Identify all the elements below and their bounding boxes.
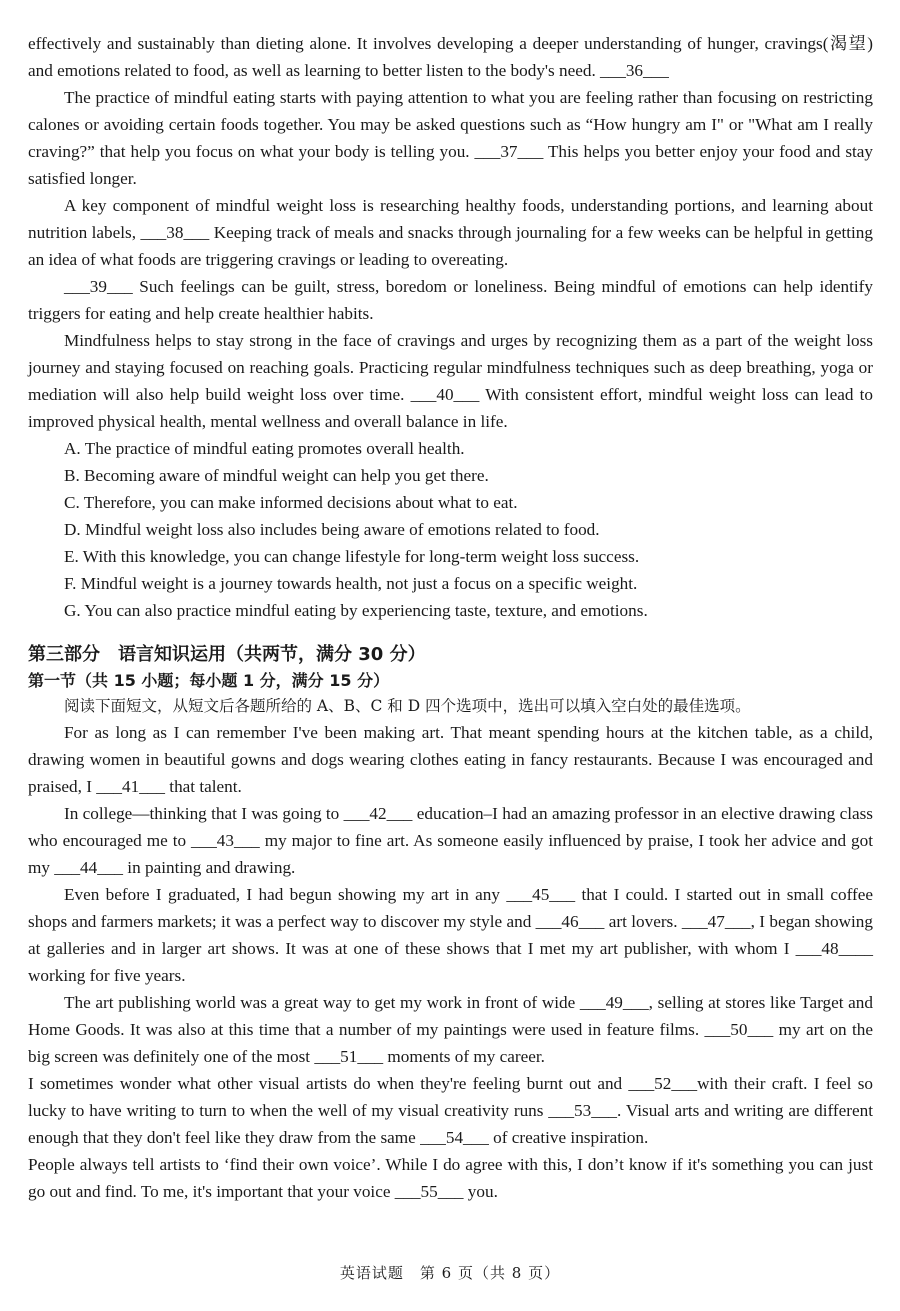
passage2-paragraph-6: People always tell artists to ‘find their own voice’. While I do agree with this, I don’t know if it's something you can just go out and find. To me, it's important that your voice ___55___ you.: [28, 1155, 873, 1201]
option-e: E. With this knowledge, you can change lifestyle for long-term weight loss success.: [64, 547, 640, 566]
passage2-paragraph-4: The art publishing world was a great way to get my work in front of wide ___49___, selling at stores like Target and Home Goods. It was also at this time that a number of my paintings were used in feature films. ___50___ my art on the big screen was definitely one of the most ___51___ moments of my career.: [28, 993, 873, 1066]
passage1-paragraph-4: Mindfulness helps to stay strong in the face of cravings and urges by recognizing them as a part of the weight loss journey and staying focused on reaching goals. Practicing regular mindfulness techniques such as deep breathing, yoga or mediation will also help build weight loss over time. ___40___ With consistent effort, mindful weight loss can lead to improved physical health, mental wellness and overall balance in life.: [28, 331, 873, 431]
passage1-paragraph-2: A key component of mindful weight loss is researching healthy foods, understanding portions, and learning about nutrition labels, ___38___ Keeping track of meals and snacks through journaling for a few weeks can be helpful in getting an idea of what foods are triggering cravings or leading to overeating.: [28, 196, 873, 269]
passage1-paragraph-3: ___39___ Such feelings can be guilt, stress, boredom or loneliness. Being mindful of emotions can help identify triggers for eating and help create healthier habits.: [28, 277, 873, 323]
passage2-paragraph-2: In college—thinking that I was going to ___42___ education–I had an amazing professor in an elective drawing class who encouraged me to ___43___ my major to fine art. As someone easily influenced by praise, I took her advice and got my ___44___ in painting and drawing.: [28, 804, 873, 877]
part3-title: 第三部分 语言知识运用（共两节，满分 30 分）: [28, 644, 426, 665]
option-list: [28, 435, 873, 624]
option-c: C. Therefore, you can make informed decisions about what to eat.: [64, 493, 518, 512]
section1-title: 第一节（共 15 小题；每小题 1 分，满分 15 分）: [28, 671, 390, 690]
option-f: F. Mindful weight is a journey towards health, not just a focus on a specific weight.: [64, 574, 638, 593]
option-a: A. The practice of mindful eating promotes overall health.: [64, 439, 465, 458]
passage1-paragraph-0: effectively and sustainably than dieting alone. It involves developing a deeper understanding of hunger, cravings(渴望) and emotions related to food, as well as learning to better listen to the body's need. ___36___: [28, 34, 873, 80]
exam-page: [28, 30, 873, 1205]
option-b: B. Becoming aware of mindful weight can help you get there.: [64, 466, 489, 485]
page-footer: 英语试题 第 6 页（共 8 页）: [339, 1264, 561, 1282]
passage2-paragraph-5: I sometimes wonder what other visual artists do when they're feeling burnt out and ___52___with their craft. I feel so lucky to have writing to turn to when the well of my visual creativity runs ___53___. Visual arts and writing are different enough that they don't feel like they draw from the same ___54___ of creative inspiration.: [28, 1074, 873, 1147]
option-d: D. Mindful weight loss also includes being aware of emotions related to food.: [64, 520, 600, 539]
passage2-paragraph-1: For as long as I can remember I've been making art. That meant spending hours at the kitchen table, as a child, drawing women in beautiful gowns and dogs wearing clothes eating in fancy restaurants. Because I was encouraged and praised, I ___41___ that talent.: [28, 723, 873, 796]
option-g: G. You can also practice mindful eating by experiencing taste, texture, and emotions.: [64, 601, 648, 620]
passage2-paragraph-3: Even before I graduated, I had begun showing my art in any ___45___ that I could. I started out in small coffee shops and farmers markets; it was a perfect way to discover my style and ___46___ art lovers. ___47___, I began showing at galleries and in larger art shows. It was at one of these shows that I met my art publisher, with whom I ___48____ working for five years.: [28, 885, 873, 985]
instruction-text: 阅读下面短文，从短文后各题所给的 A、B、C 和 D 四个选项中，选出可以填入空白处的最佳选项。: [64, 697, 751, 715]
passage1-paragraph-1: The practice of mindful eating starts with paying attention to what you are feeling rather than focusing on restricting calones or avoiding certain foods together. You may be asked questions such as “How hungry am I" or "What am I really craving?” that help you focus on what your body is telling you. ___37___ This helps you better enjoy your food and stay satisfied longer.: [28, 88, 873, 188]
